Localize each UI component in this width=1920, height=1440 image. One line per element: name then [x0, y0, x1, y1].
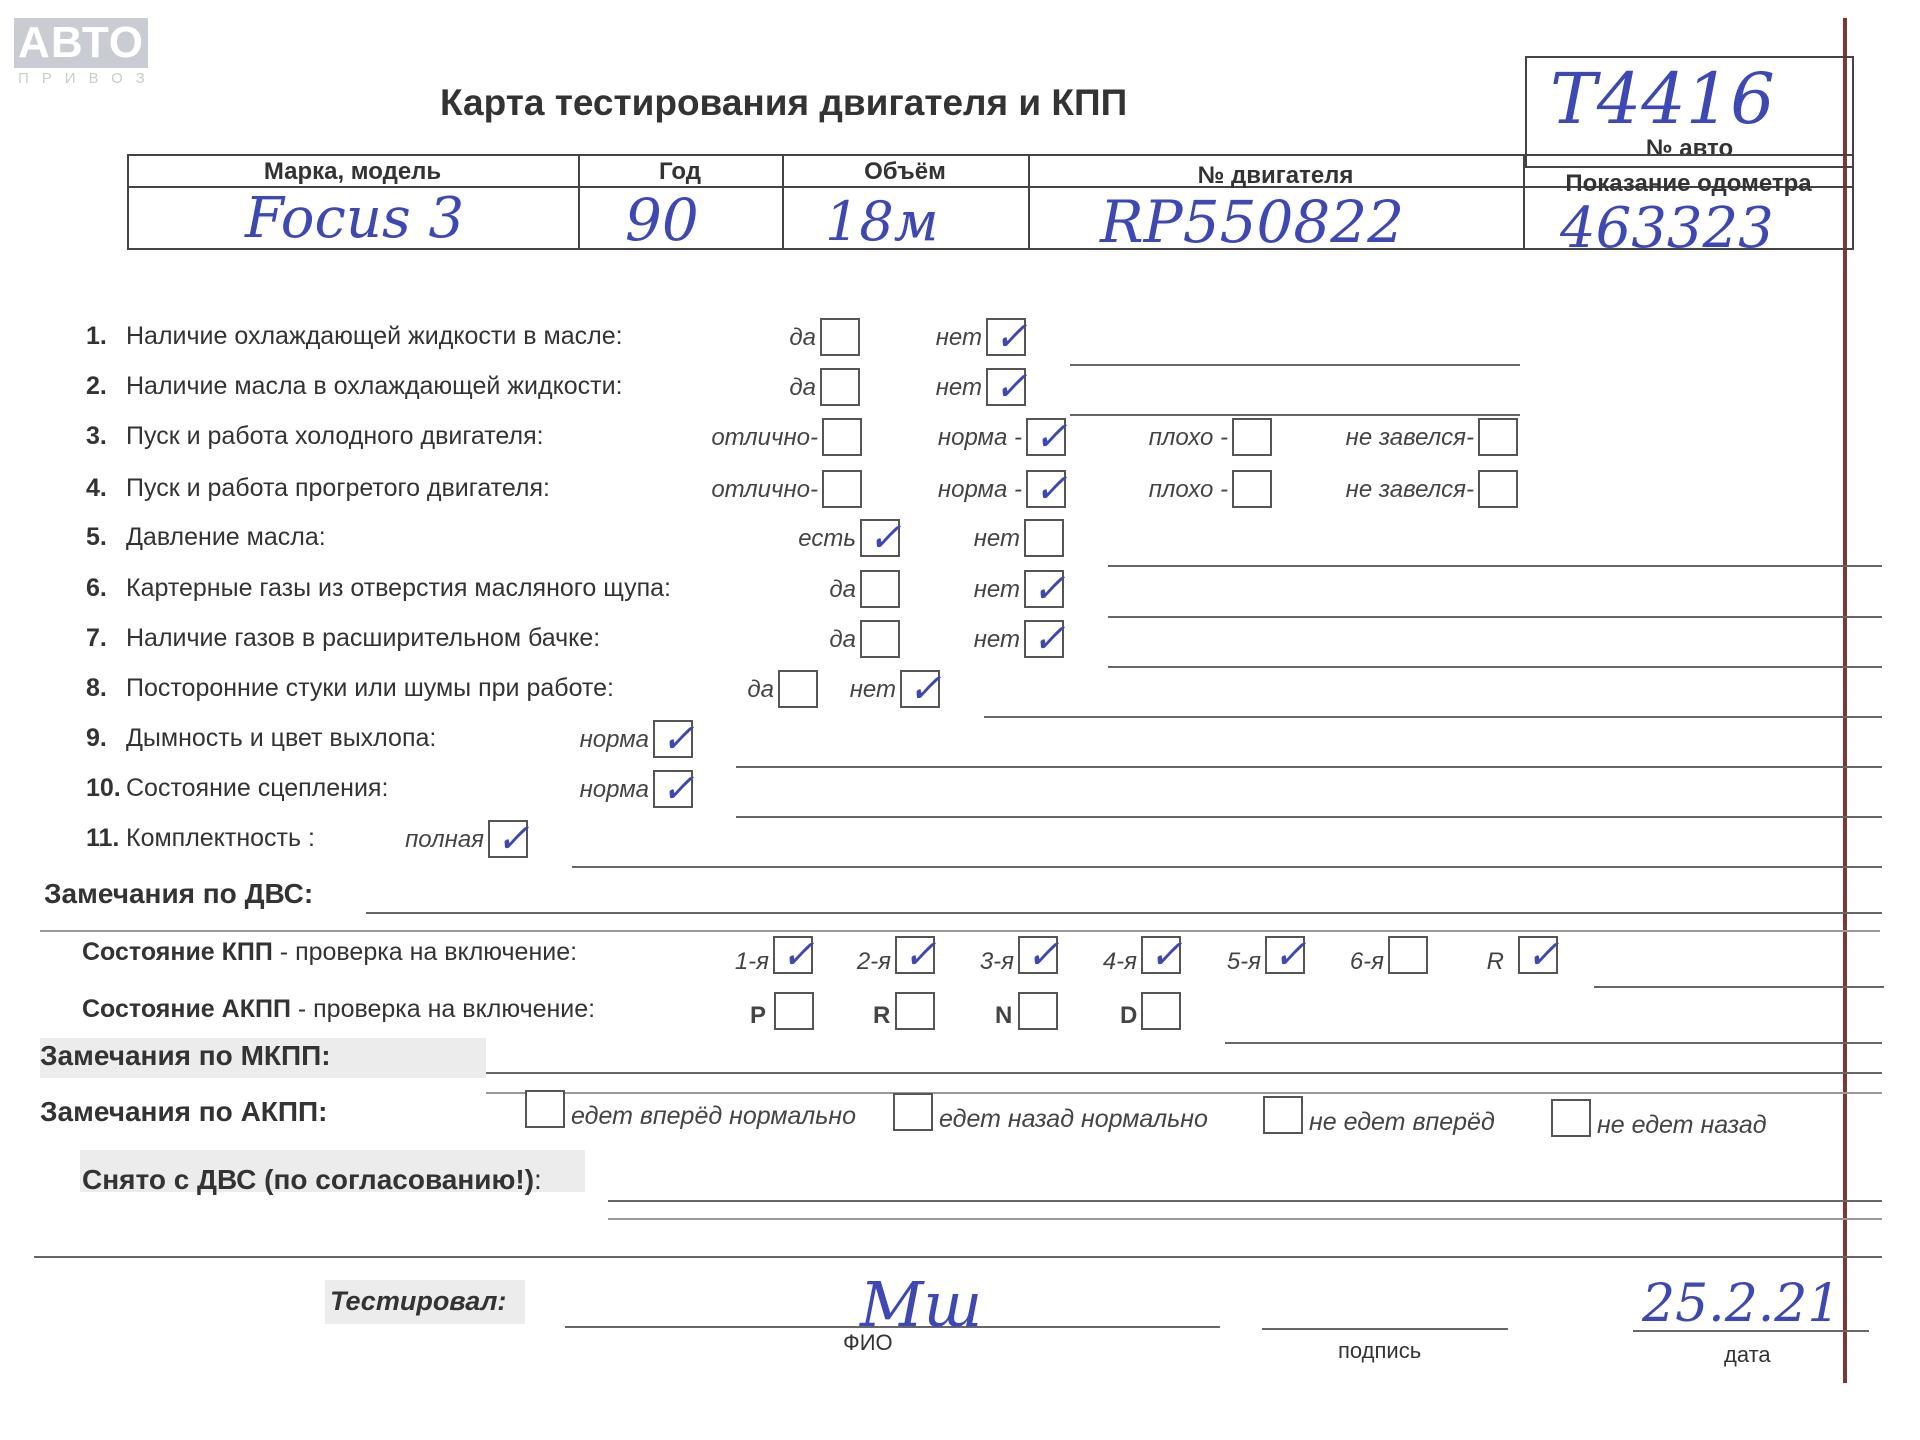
option-checkbox[interactable] [1478, 470, 1518, 508]
option-label: не завелся- [1345, 476, 1474, 503]
check-mark-icon: ✓ [1032, 566, 1066, 612]
mode-checkbox[interactable] [895, 992, 935, 1030]
item-number: 1. [86, 322, 107, 350]
option-label: нет [973, 576, 1020, 603]
checklist-item [86, 774, 388, 803]
signature-caption: подпись [1338, 1338, 1422, 1363]
akpp-remark-checkbox[interactable] [1263, 1096, 1303, 1134]
option-label: нет [973, 525, 1020, 552]
akpp-remark-checkbox[interactable] [1551, 1099, 1591, 1137]
item-label: Давление масла: [126, 523, 326, 551]
option-checkbox[interactable] [860, 620, 900, 658]
option-checkbox[interactable] [1024, 616, 1066, 662]
mode-checkbox[interactable] [1141, 992, 1181, 1030]
item-number: 5. [86, 523, 107, 551]
kpp-label [82, 938, 577, 967]
gear-checkbox[interactable] [1018, 932, 1060, 978]
option-label: норма - [937, 476, 1022, 503]
gear-label: 3-я [979, 948, 1014, 975]
volume-label: Объём [864, 158, 946, 185]
gear-label: 1-я [734, 948, 769, 975]
checklist-item [86, 523, 326, 552]
option-checkbox[interactable] [1232, 418, 1272, 456]
item-label: Картерные газы из отверстия масляного щупа: [126, 574, 671, 602]
item-answer-line[interactable] [984, 716, 1882, 718]
removed-line-2[interactable] [608, 1218, 1882, 1220]
item-answer-line[interactable] [572, 866, 1882, 868]
check-mark-icon: ✓ [868, 515, 902, 561]
mode-label: P [750, 1002, 767, 1029]
gear-checkbox[interactable] [895, 932, 937, 978]
option-label: нет [935, 374, 982, 401]
option-label: да [829, 626, 856, 653]
item-number: 7. [86, 624, 107, 652]
col-sep-4 [1523, 154, 1525, 250]
footer-separator [34, 1256, 1882, 1258]
page-title: Карта тестирования двигателя и КПП [440, 82, 1128, 123]
checklist-item [86, 624, 600, 653]
option-label: да [789, 374, 816, 401]
checklist-item [86, 372, 623, 401]
option-checkbox[interactable] [820, 368, 860, 406]
remarks-mkpp-label: Замечания по МКПП: [40, 1040, 331, 1071]
checklist-item [86, 422, 544, 451]
akpp-remark-checkbox[interactable] [525, 1090, 565, 1128]
mode-label: R [873, 1002, 891, 1029]
tested-label: Тестировал: [330, 1286, 507, 1316]
check-mark-icon: ✓ [1026, 932, 1060, 978]
car-number-value: Т4416 [1550, 58, 1775, 140]
option-label: да [789, 324, 816, 351]
logo-sub: ПРИВОЗ [18, 70, 158, 87]
check-mark-icon: ✓ [1526, 932, 1560, 978]
gear-label: 6-я [1349, 948, 1384, 975]
check-mark-icon: ✓ [903, 932, 937, 978]
item-label: Наличие охлаждающей жидкости в масле: [126, 322, 623, 350]
akpp-title: Состояние АКПП [82, 995, 291, 1023]
option-label: есть [798, 525, 856, 552]
option-checkbox[interactable] [986, 364, 1028, 410]
option-label: плохо - [1148, 476, 1228, 503]
check-mark-icon: ✓ [661, 716, 695, 762]
option-checkbox[interactable] [1024, 566, 1066, 612]
option-checkbox[interactable] [1232, 470, 1272, 508]
option-checkbox[interactable] [860, 515, 902, 561]
option-label: норма [579, 726, 649, 753]
signature-value: Мш [860, 1268, 983, 1341]
item-answer-line[interactable] [1108, 565, 1882, 567]
date-caption: дата [1724, 1342, 1771, 1367]
gear-checkbox[interactable] [1518, 932, 1560, 978]
item-label: Наличие газов в расширительном бачке: [126, 624, 601, 652]
remarks-ice-line-2[interactable] [40, 930, 1880, 932]
check-mark-icon: ✓ [1034, 466, 1068, 512]
odometer-label: Показание одометра [1565, 170, 1812, 197]
akpp-remark-label: едет назад нормально [939, 1105, 1208, 1133]
option-label: нет [849, 676, 896, 703]
option-label: да [747, 676, 774, 703]
option-checkbox[interactable] [860, 570, 900, 608]
option-label: да [829, 576, 856, 603]
check-mark-icon: ✓ [1034, 414, 1068, 460]
date-value: 25.2.21 [1642, 1274, 1841, 1334]
item-label: Наличие масла в охлаждающей жидкости: [126, 372, 623, 400]
logo [14, 18, 158, 87]
removed-colon: : [534, 1164, 542, 1195]
akpp-remark-label: не едет назад [1597, 1111, 1767, 1139]
mode-label: D [1120, 1002, 1138, 1029]
item-answer-line[interactable] [736, 816, 1882, 818]
mode-checkbox[interactable] [774, 992, 814, 1030]
brand-label: Марка, модель [263, 158, 442, 185]
option-checkbox[interactable] [820, 318, 860, 356]
item-number: 11. [86, 824, 120, 852]
item-answer-line[interactable] [1108, 616, 1882, 618]
volume-value: 18м [825, 190, 939, 253]
checklist-item [86, 574, 671, 603]
option-checkbox[interactable] [1024, 519, 1064, 557]
car-number-label: № авто [1645, 135, 1734, 162]
logo-main: АВТО [14, 18, 148, 68]
option-checkbox[interactable] [488, 816, 530, 862]
option-label: норма [579, 776, 649, 803]
item-label: Комплектность : [126, 824, 315, 852]
brand-value: Focus 3 [245, 186, 465, 251]
akpp-label [82, 995, 595, 1024]
option-label: отлично- [711, 424, 818, 451]
item-label: Дымность и цвет выхлопа: [126, 724, 437, 752]
kpp-line[interactable] [1594, 986, 1884, 988]
checklist-item [86, 824, 315, 853]
year-value: 90 [625, 186, 699, 254]
check-mark-icon: ✓ [661, 766, 695, 812]
item-label: Посторонние стуки или шумы при работе: [126, 674, 614, 702]
option-label: нет [973, 626, 1020, 653]
check-mark-icon: ✓ [781, 932, 815, 978]
item-answer-line[interactable] [1070, 364, 1520, 366]
item-label: Состояние сцепления: [126, 774, 389, 802]
fio-caption: ФИО [843, 1330, 893, 1355]
item-number: 10. [86, 774, 121, 802]
gear-checkbox[interactable] [773, 932, 815, 978]
option-label: отлично- [711, 476, 818, 503]
item-number: 3. [86, 422, 107, 450]
check-mark-icon: ✓ [1273, 932, 1307, 978]
gear-checkbox[interactable] [1265, 932, 1307, 978]
remarks-mkpp-line[interactable] [486, 1072, 1882, 1074]
gear-label: 2-я [856, 948, 891, 975]
option-label: норма - [937, 424, 1022, 451]
item-label: Пуск и работа холодного двигателя: [126, 422, 544, 450]
check-mark-icon: ✓ [496, 816, 530, 862]
gear-label: 5-я [1226, 948, 1261, 975]
item-number: 9. [86, 724, 107, 752]
gear-label: R [1486, 948, 1504, 975]
item-answer-line[interactable] [736, 766, 1882, 768]
option-checkbox[interactable] [1026, 414, 1068, 460]
option-label: нет [935, 324, 982, 351]
option-label: полная [405, 826, 484, 853]
check-mark-icon: ✓ [994, 364, 1028, 410]
option-label: не завелся- [1345, 424, 1474, 451]
gear-label: 4-я [1102, 948, 1137, 975]
option-checkbox[interactable] [1478, 418, 1518, 456]
check-mark-icon: ✓ [1032, 616, 1066, 662]
engine-label: № двигателя [1197, 162, 1354, 189]
item-label: Пуск и работа прогретого двигателя: [126, 474, 550, 502]
item-number: 8. [86, 674, 107, 702]
removed-label [82, 1164, 542, 1196]
akpp-remark-label: едет вперёд нормально [571, 1102, 857, 1130]
gear-checkbox[interactable] [1388, 936, 1428, 974]
remarks-akpp-label: Замечания по АКПП: [40, 1096, 328, 1127]
signature-line[interactable] [1262, 1328, 1508, 1330]
checklist-item [86, 322, 623, 351]
akpp-suffix: - проверка на включение: [290, 995, 596, 1023]
check-mark-icon: ✓ [908, 666, 942, 712]
item-number: 6. [86, 574, 107, 602]
removed-line[interactable] [608, 1200, 1882, 1202]
checklist-item [86, 474, 550, 503]
option-checkbox[interactable] [900, 666, 942, 712]
odometer-value: 463323 [1560, 196, 1774, 261]
mode-checkbox[interactable] [1018, 992, 1058, 1030]
akpp-remark-label: не едет вперёд [1309, 1108, 1495, 1136]
gear-checkbox[interactable] [1141, 932, 1183, 978]
item-number: 2. [86, 372, 107, 400]
option-checkbox[interactable] [653, 716, 695, 762]
check-mark-icon: ✓ [1149, 932, 1183, 978]
item-answer-line[interactable] [1070, 414, 1520, 416]
option-checkbox[interactable] [986, 314, 1028, 360]
year-label: Год [659, 158, 701, 185]
kpp-suffix: - проверка на включение: [272, 938, 578, 966]
akpp-remark-checkbox[interactable] [893, 1093, 933, 1131]
option-checkbox[interactable] [822, 470, 862, 508]
checklist-item [86, 674, 614, 703]
checklist-item [86, 724, 436, 753]
remarks-ice-label: Замечания по ДВС: [44, 878, 314, 909]
remarks-ice-line[interactable] [366, 912, 1882, 914]
option-label: плохо - [1148, 424, 1228, 451]
item-answer-line[interactable] [1108, 666, 1882, 668]
check-mark-icon: ✓ [994, 314, 1028, 360]
option-checkbox[interactable] [822, 418, 862, 456]
remarks-mkpp-line-2[interactable] [486, 1092, 1882, 1094]
mode-label: N [995, 1002, 1013, 1029]
akpp-line[interactable] [1225, 1042, 1882, 1044]
engine-value: RP550822 [1100, 188, 1405, 256]
item-number: 4. [86, 474, 107, 502]
option-checkbox[interactable] [653, 766, 695, 812]
option-checkbox[interactable] [1026, 466, 1068, 512]
kpp-title: Состояние КПП [82, 938, 273, 966]
removed-text: Снято с ДВС (по согласованию!) [82, 1164, 535, 1195]
